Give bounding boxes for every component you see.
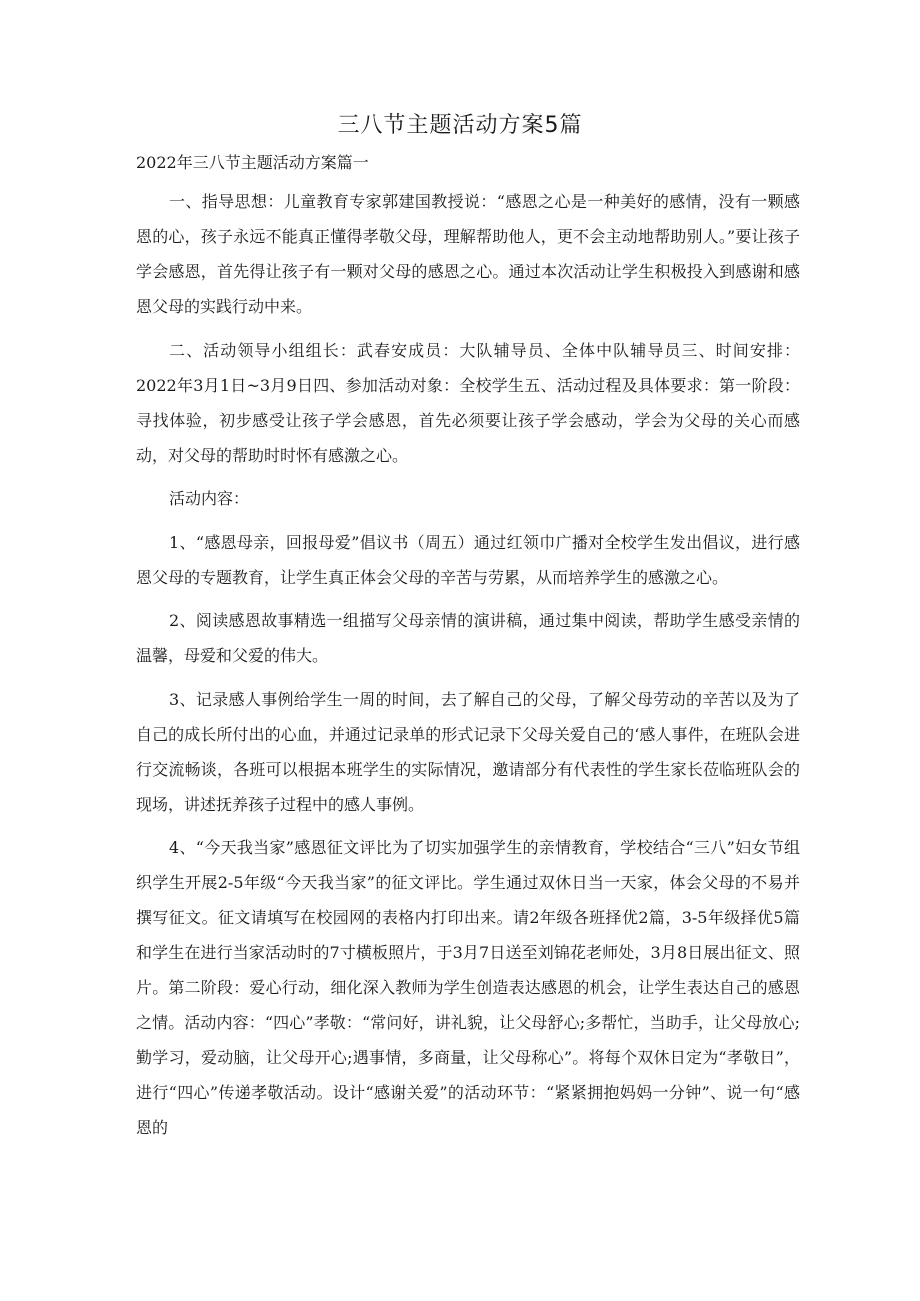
paragraph-activity-content-label: 活动内容： xyxy=(169,489,250,508)
document-title: 三八节主题活动方案5篇 xyxy=(337,113,583,138)
document-body xyxy=(136,184,800,1154)
paragraph-leadership-schedule: 二、活动领导小组组长：武春安成员：大队辅导员、全体中队辅导员三、时间安排：2022年3月1日~3月9日四、参加活动对象：全校学生五、活动过程及具体要求：第一阶段：寻找体验，初步感受让孩子学会感恩，首先必须要让孩子学会感动，学会为父母的关心而感动，对父母的帮助时时怀有感激之心。 xyxy=(136,340,800,465)
paragraph-item-2: 2、阅读感恩故事精选一组描写父母亲情的演讲稿，通过集中阅读，帮助学生感受亲情的温馨，母爱和父爱的伟大。 xyxy=(136,611,800,665)
paragraph-item-4: 4、“今天我当家”感恩征文评比为了切实加强学生的亲情教育，学校结合“三八”妇女节组织学生开展2-5年级“今天我当家”的征文评比。学生通过双休日当一天家，体会父母的不易并撰写征文。征文请填写在校园网的表格内打印出来。请2年级各班择优2篇，3-5年级择优5篇和学生在进行当家活动时的7寸横板照片，于3月7日送至刘锦花老师处，3月8日展出征文、照片。第二阶段：爱心行动，细化深入教师为学生创造表达感恩的机会，让学生表达自己的感恩之情。活动内容：“四心”孝敬：“常问好，讲礼貌，让父母舒心;多帮忙，当助手，让父母放心;勤学习，爱动脑，让父母开心;遇事情，多商量，让父母称心”。将每个双休日定为“孝敬日”，进行“四心”传递孝敬活动。设计“感谢关爱”的活动环节：“紧紧拥抱妈妈一分钟”、说一句“感恩的 xyxy=(136,838,800,1137)
paragraph-item-1: 1、“感恩母亲，回报母爱”倡议书（周五）通过红领巾广播对全校学生发出倡议，进行感恩父母的专题教育，让学生真正体会父母的辛苦与劳累，从而培养学生的感激之心。 xyxy=(136,532,800,587)
paragraph-guiding-ideology: 一、指导思想：儿童教育专家郭建国教授说：“感恩之心是一种美好的感情，没有一颗感恩的心，孩子永远不能真正懂得孝敬父母，理解帮助他人，更不会主动地帮助别人。”要让孩子学会感恩，首先得让孩子有一颗对父母的感恩之心。通过本次活动让学生积极投入到感谢和感恩父母的实践行动中来。 xyxy=(136,192,800,316)
paragraph-item-3: 3、记录感人事例给学生一周的时间，去了解自己的父母，了解父母劳动的辛苦以及为了自己的成长所付出的心血，并通过记录单的形式记录下父母关爱自己的‘感人事件，在班队会进行交流畅谈，各班可以根据本班学生的实际情况，邀请部分有代表性的学生家长莅临班队会的现场，讲述抚养孩子过程中的感人事例。 xyxy=(136,689,800,814)
section-heading: 2022年三八节主题活动方案篇一 xyxy=(136,153,369,172)
